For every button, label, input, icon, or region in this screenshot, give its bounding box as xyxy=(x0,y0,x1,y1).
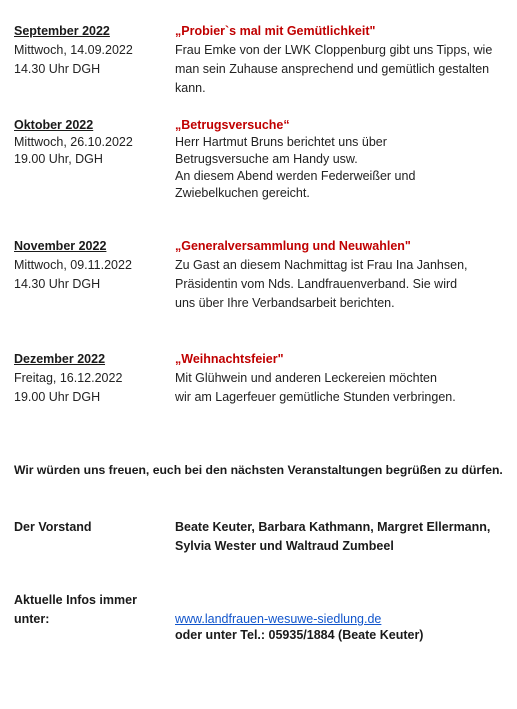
event-month-october: Oktober 2022 xyxy=(14,118,94,132)
website-link[interactable]: www.landfrauen-wesuwe-siedlung.de xyxy=(175,612,382,626)
event-description-line: wir am Lagerfeuer gemütliche Stunden verbringen. xyxy=(175,390,456,404)
event-date: Freitag, 16.12.2022 xyxy=(14,371,123,385)
event-month-september: September 2022 xyxy=(14,24,110,38)
event-time: 14.30 Uhr DGH xyxy=(14,62,101,76)
event-title: „Weihnachtsfeier" xyxy=(175,352,284,366)
event-month-december: Dezember 2022 xyxy=(14,352,106,366)
event-date: Mittwoch, 09.11.2022 xyxy=(14,258,132,272)
phone-info: oder unter Tel.: 05935/1884 (Beate Keuter) xyxy=(175,628,424,642)
event-time: 19.00 Uhr, DGH xyxy=(14,152,103,166)
event-time: 14.30 Uhr DGH xyxy=(14,277,101,291)
event-date: Mittwoch, 14.09.2022 xyxy=(14,43,133,57)
event-month-november: November 2022 xyxy=(14,239,107,253)
event-description-line: Betrugsversuche am Handy usw. xyxy=(175,152,358,166)
event-date: Mittwoch, 26.10.2022 xyxy=(14,135,133,149)
event-title: „Generalversammlung und Neuwahlen" xyxy=(175,239,411,253)
event-description-line: man sein Zuhause ansprechend und gemütlich gestalten xyxy=(175,62,490,76)
event-description-line: Mit Glühwein und anderen Leckereien möchten xyxy=(175,371,437,385)
event-description-line: Herr Hartmut Bruns berichtet uns über xyxy=(175,135,387,149)
info-label-line: Aktuelle Infos immer xyxy=(14,593,137,607)
info-label-line: unter: xyxy=(14,612,50,626)
event-description-line: An diesem Abend werden Federweißer und xyxy=(175,169,416,183)
event-description-line: Zwiebelkuchen gereicht. xyxy=(175,186,310,200)
event-description-line: uns über Ihre Verbandsarbeit berichten. xyxy=(175,296,395,310)
event-title: „Betrugsversuche“ xyxy=(175,118,290,132)
event-description-line: Zu Gast an diesem Nachmittag ist Frau Ina Janhsen, xyxy=(175,258,468,272)
event-description-line: kann. xyxy=(175,81,206,95)
closing-text: Wir würden uns freuen, euch bei den nächsten Veranstaltungen begrüßen zu dürfen. xyxy=(14,463,503,477)
event-description-line: Frau Emke von der LWK Cloppenburg gibt uns Tipps, wie xyxy=(175,43,493,57)
board-label: Der Vorstand xyxy=(14,520,92,534)
board-names-line: Sylvia Wester und Waltraud Zumbeel xyxy=(175,539,394,553)
event-title: „Probier`s mal mit Gemütlichkeit" xyxy=(175,24,376,38)
event-description-line: Präsidentin vom Nds. Landfrauenverband. Sie wird xyxy=(175,277,458,291)
event-time: 19.00 Uhr DGH xyxy=(14,390,101,404)
board-names-line: Beate Keuter, Barbara Kathmann, Margret Ellermann, xyxy=(175,520,491,534)
